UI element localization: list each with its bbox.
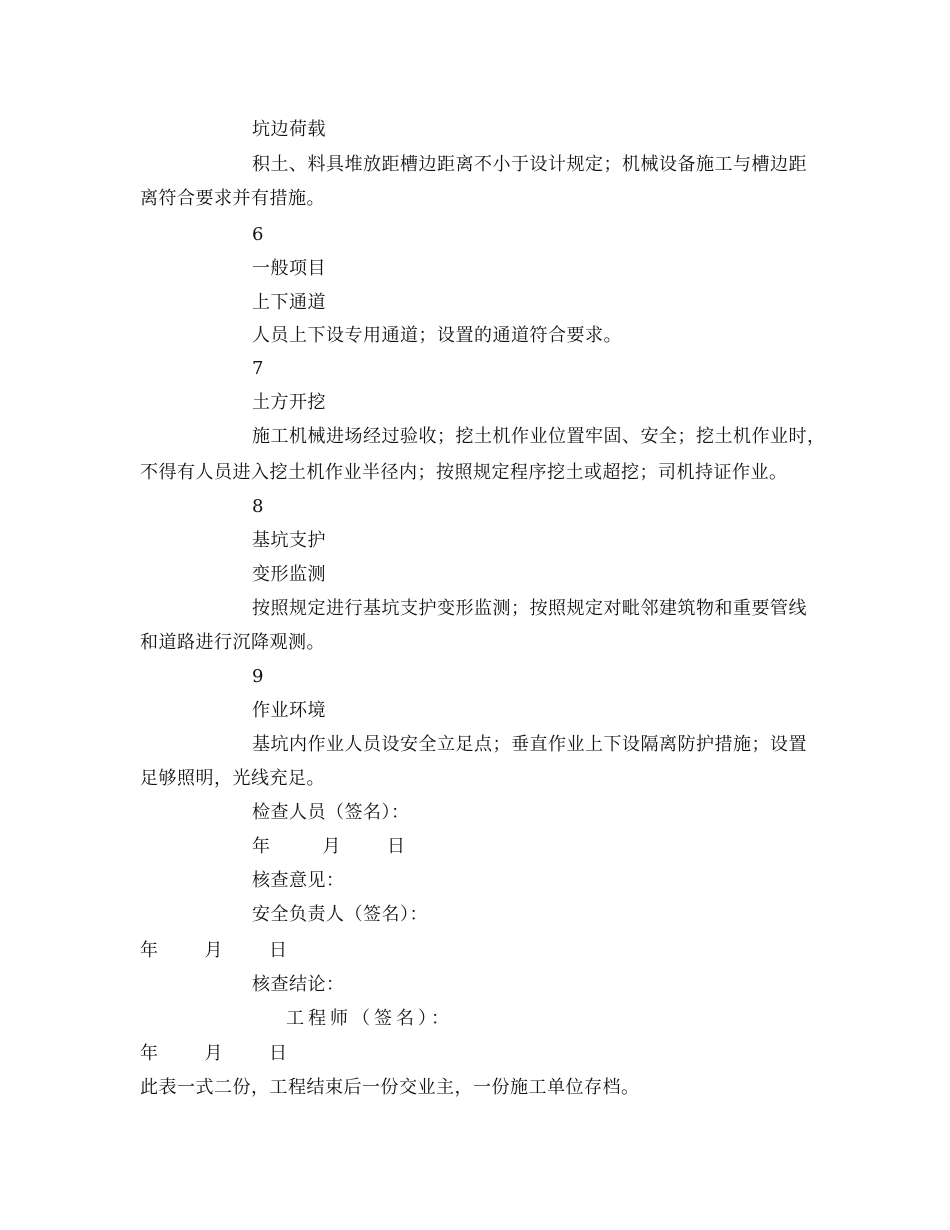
engineer-signature-label: 工程师（签名）： — [286, 1008, 453, 1029]
item-content-line: 足够照明，光线充足。 — [140, 768, 325, 789]
item-number: 6 — [252, 224, 264, 245]
document-footnote: 此表一式二份，工程结束后一份交业主，一份施工单位存档。 — [140, 1077, 640, 1098]
item-number: 9 — [252, 666, 264, 687]
inspector-date-line — [252, 836, 406, 858]
review-conclusion-label: 核查结论： — [252, 974, 345, 995]
date-year: 年 — [252, 836, 271, 857]
date-year: 年 — [140, 940, 159, 961]
date-day: 日 — [387, 836, 406, 857]
safety-officer-date-line — [140, 940, 288, 962]
date-month: 月 — [204, 940, 223, 961]
item-name: 作业环境 — [252, 700, 326, 721]
item-name: 上下通道 — [252, 292, 326, 313]
item-content-line: 不得有人员进入挖土机作业半径内；按照规定程序挖土或超挖；司机持证作业。 — [140, 462, 788, 483]
item-name: 坑边荷载 — [252, 119, 326, 140]
engineer-date-line — [140, 1043, 288, 1065]
item-content-line: 施工机械进场经过验收；挖土机作业位置牢固、安全；挖土机作业时， — [252, 426, 826, 447]
review-opinion-label: 核查意见： — [252, 870, 345, 891]
item-content-line: 积土、料具堆放距槽边距离不小于设计规定；机械设备施工与槽边距 — [252, 154, 807, 175]
date-year: 年 — [140, 1043, 159, 1064]
item-name: 变形监测 — [252, 564, 326, 585]
item-number: 7 — [252, 358, 264, 379]
item-category: 基坑支护 — [252, 530, 326, 551]
date-day: 日 — [269, 940, 288, 961]
date-month: 月 — [322, 836, 341, 857]
inspector-signature-label: 检查人员（签名）： — [252, 802, 410, 823]
item-name: 土方开挖 — [252, 392, 326, 413]
item-content-line: 按照规定进行基坑支护变形监测；按照规定对毗邻建筑物和重要管线 — [252, 598, 807, 619]
date-day: 日 — [269, 1043, 288, 1064]
item-number: 8 — [252, 496, 264, 517]
safety-officer-signature-label: 安全负责人（签名）： — [252, 904, 428, 925]
item-content-line: 离符合要求并有措施。 — [140, 188, 325, 209]
item-content-line: 和道路进行沉降观测。 — [140, 632, 325, 653]
item-category: 一般项目 — [252, 258, 326, 279]
item-content-line: 基坑内作业人员设安全立足点；垂直作业上下设隔离防护措施；设置 — [252, 734, 807, 755]
item-content-line: 人员上下设专用通道；设置的通道符合要求。 — [252, 325, 622, 346]
date-month: 月 — [204, 1043, 223, 1064]
